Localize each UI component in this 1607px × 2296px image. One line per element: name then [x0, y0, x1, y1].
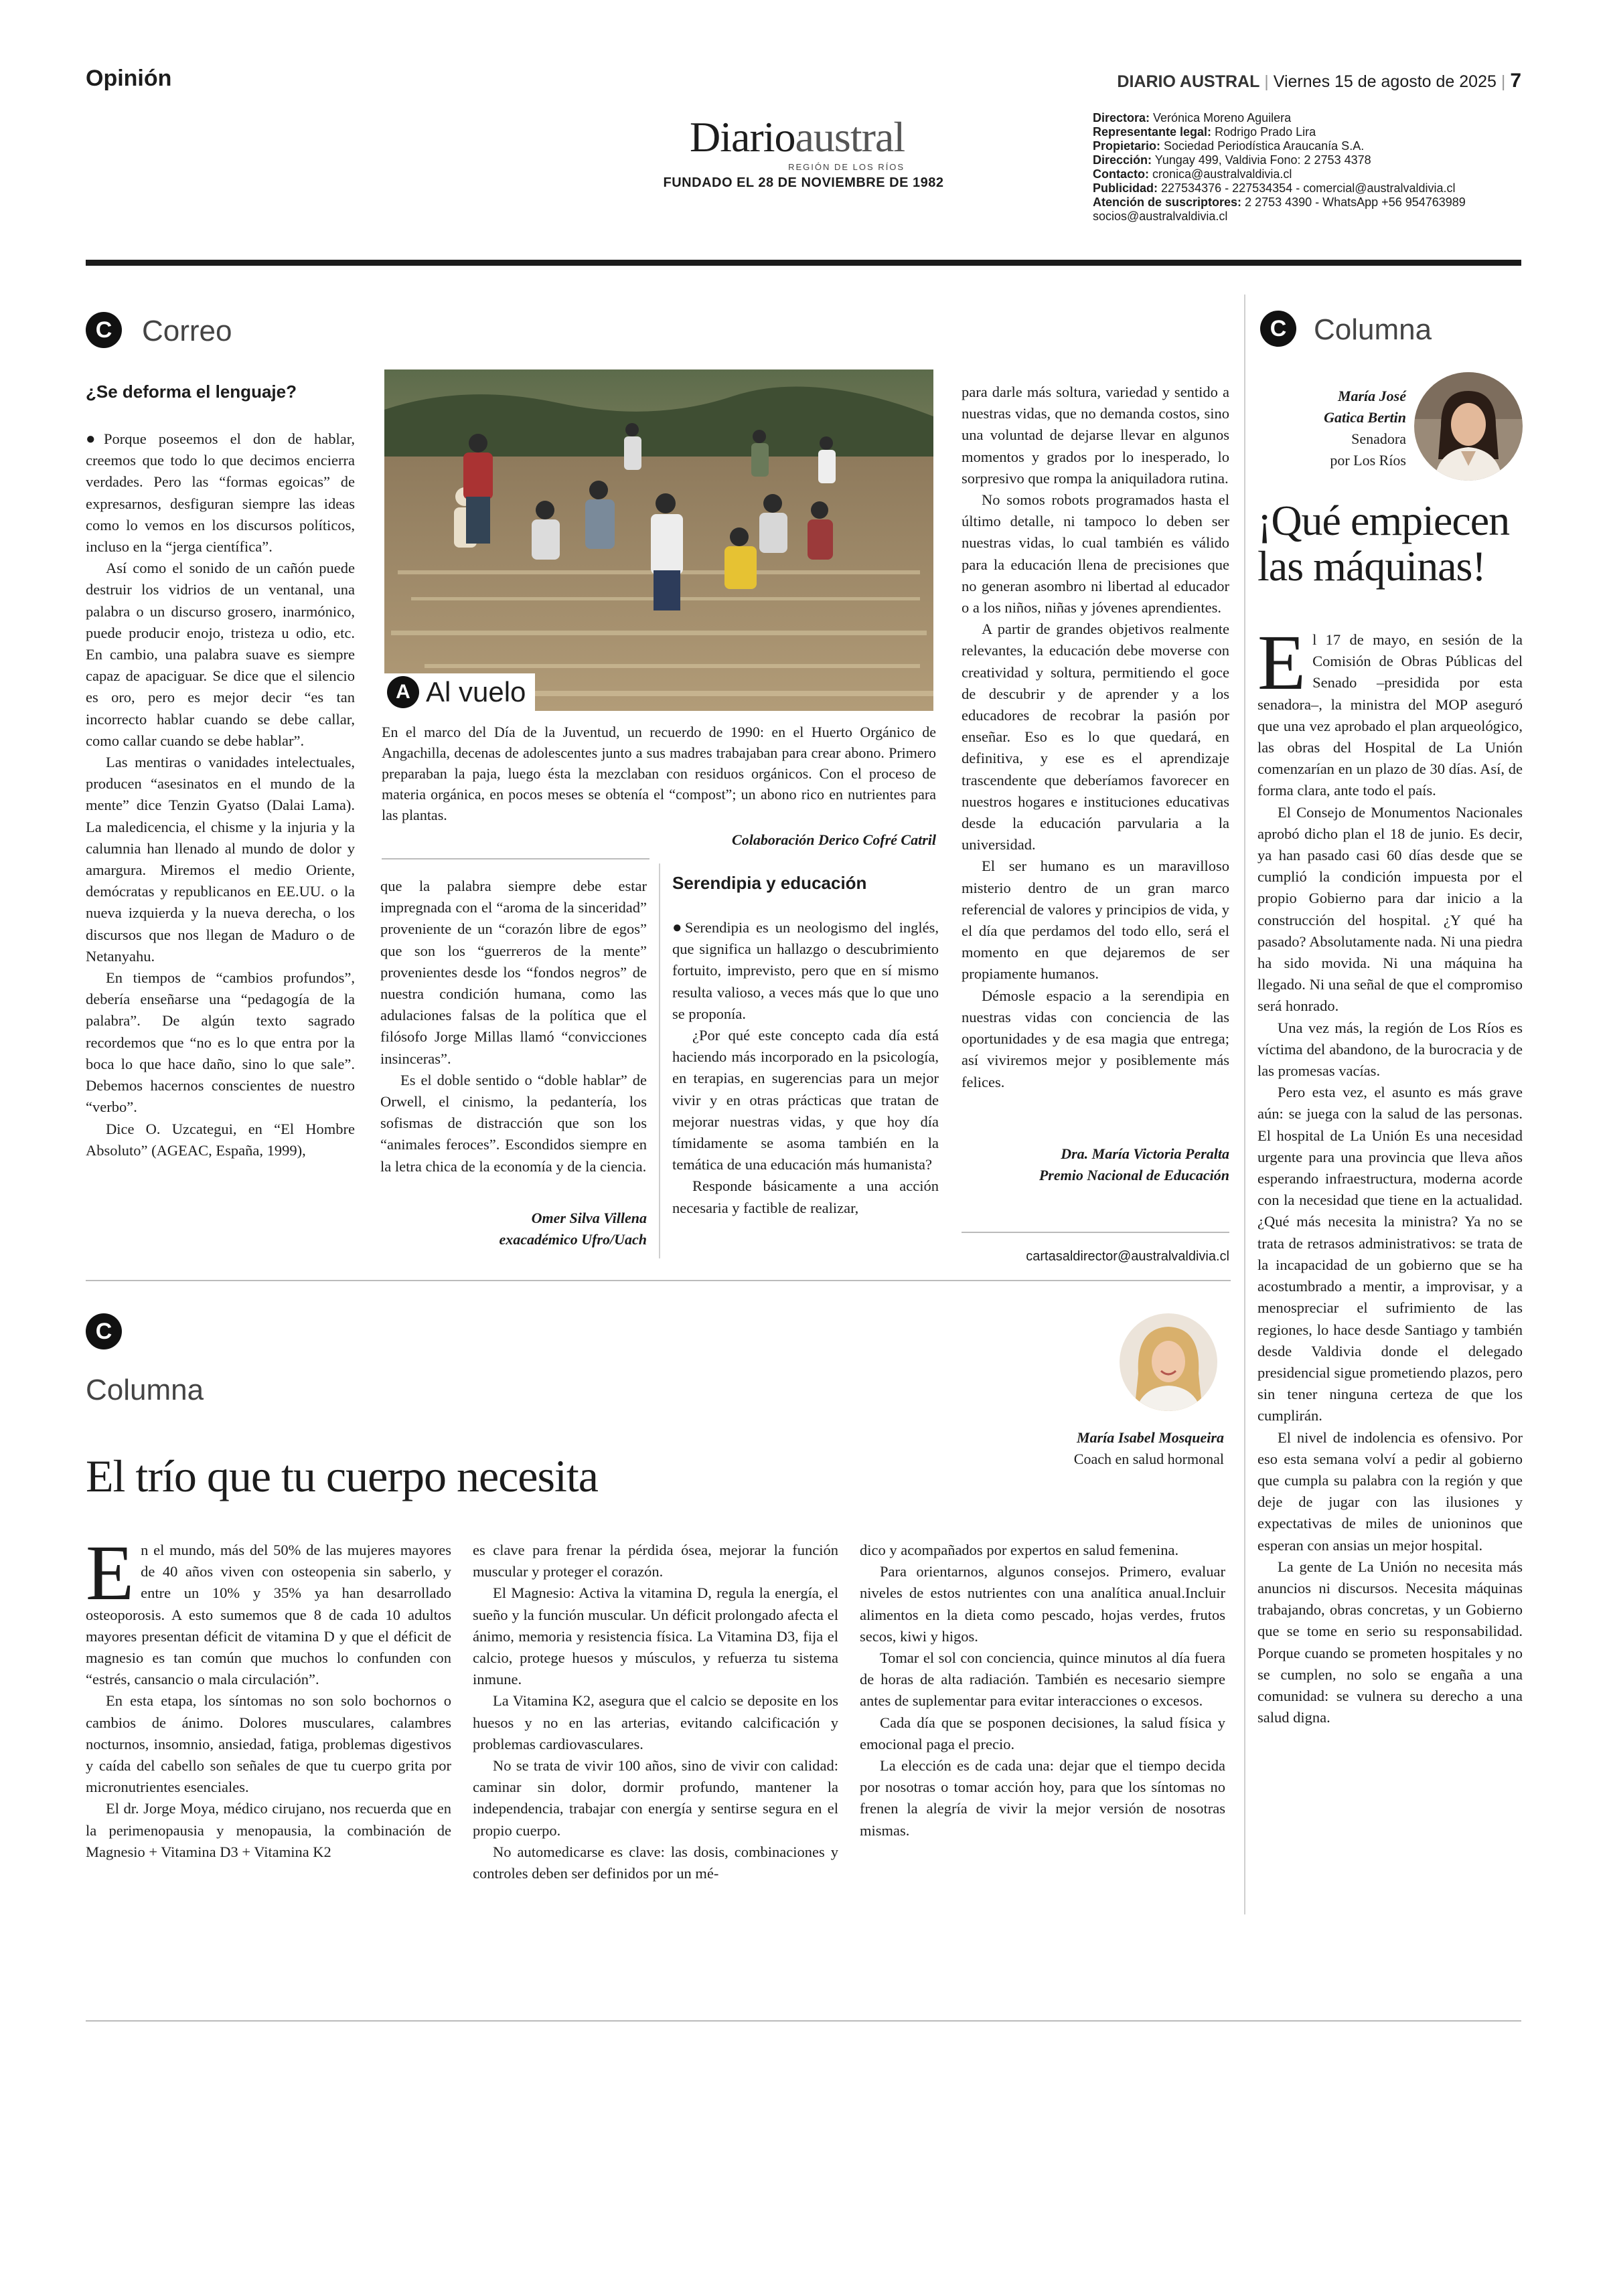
staff-row: [1093, 181, 1521, 195]
letter-title: ¿Se deforma el lenguaje?: [86, 382, 297, 402]
staff-row: [1093, 111, 1521, 125]
letter-column: [962, 382, 1229, 1093]
columna-section-title: Columna: [1314, 313, 1432, 346]
letter-signature: [380, 1208, 647, 1250]
correo-section-title: Correo: [142, 315, 232, 347]
staff-value: Rodrigo Prado Lira: [1211, 125, 1316, 139]
column-paragraph: En esta etapa, los síntomas no son solo bochornos o cambios de ánimo. Dolores musculares, calambres nocturnos, insomnio, ansiedad, fatiga, problemas digestivos y caída del cabello son señales de que tu cuerpo grita por micronutrientes esenciales.: [86, 1692, 451, 1796]
staff-row: [1093, 139, 1521, 153]
column-paragraph: La Vitamina K2, asegura que el calcio se deposite en los huesos y no en las arterias, evitando calcificación y problemas cardiovasculares.: [473, 1692, 838, 1752]
columnist-avatar: [1414, 372, 1523, 481]
letter-paragraph: ¿Por qué este concepto cada día está haciendo más incorporado en la psicología, en terapias, en sugerencias para un mejor vivir y en otras prácticas que tratan de mejorar nuestras vidas, y que hoy día tímidamente se asoma también en la temática de una educación más humanista?: [672, 1027, 939, 1173]
columna-badge: C: [1260, 311, 1296, 347]
staff-label: Atención de suscriptores:: [1093, 195, 1242, 209]
letter-column: [672, 917, 939, 1219]
column-paragraph: Tomar el sol con conciencia, quince minutos al día fuera de horas de alta radiación. También es necesario siempre antes de suplementar para evitar interacciones o excesos.: [860, 1649, 1225, 1710]
columnist-name: María José: [1337, 388, 1406, 404]
page-number: 7: [1510, 70, 1521, 92]
column-headline: El trío que tu cuerpo necesita: [86, 1451, 598, 1501]
staff-value: 2 2753 4390 - WhatsApp +56 954763989: [1241, 195, 1466, 209]
column-paragraph: es clave para frenar la pérdida ósea, mejorar la función muscular y proteger el corazón.: [473, 1542, 838, 1580]
columna-badge: C: [86, 1313, 122, 1349]
section-rule: [86, 1280, 1231, 1281]
letter-paragraph: que la palabra siempre debe estar impregnada con el “aroma de la sinceridad” proveniente de un “corazón libre de egos” que son los “guerreros de la mente” provenientes desde los “fondos negros” de nuestra condición humana, como las adulaciones falsas de la política que el filósofo Jorge Millas llamó “convicciones insinceras”.: [380, 878, 647, 1067]
masthead-logo: [690, 112, 905, 162]
letter-paragraph: No somos robots programados hasta el último detalle, ni tampoco lo deben ser nuestras vidas, lo cual también es válido para la educación llena de precisiones que no generan asombro ni libertad al educador o a los niños, niñas y jóvenes aprendientes.: [962, 491, 1229, 617]
letter-column: [380, 876, 647, 1177]
column-body: [86, 1529, 451, 1863]
staff-label: Dirección:: [1093, 153, 1152, 167]
letter-author-role: exacadémico Ufro/Uach: [499, 1231, 647, 1248]
column-body: [1257, 619, 1523, 1728]
letter-paragraph: Así como el sonido de un cañón puede destruir los vidrios de un ventanal, una palabra o un discurso grosero, inarmónico, puede producir enojo, tristeza u odio, etc. En cambio, una palabra suave es siempre capaz de apaciguar. Se dice que el silencio es oro, pero es mejor decir “es tan incorrecto hablar cuando se debe callar, como callar cuando se debe hablar”.: [86, 560, 355, 749]
column-paragraph: Cada día que se posponen decisiones, la salud física y emocional paga el precio.: [860, 1714, 1225, 1752]
letter-author: Dra. María Victoria Peralta: [1061, 1145, 1229, 1162]
al-vuelo-label: [384, 673, 535, 711]
staff-row: [1093, 210, 1521, 224]
column-body: [473, 1540, 838, 1884]
staff-row: [1093, 167, 1521, 181]
column-paragraph: Para orientarnos, algunos consejos. Primero, evaluar niveles de estos nutrientes con una analítica anual.Incluir alimentos en la dieta como pescado, hojas verdes, frutos secos, kiwi y higos.: [860, 1563, 1225, 1645]
photo-illustration: [384, 370, 933, 711]
columnist-byline: [1259, 386, 1406, 471]
letter-column: [86, 428, 355, 1161]
staff-value: cronica@australvaldivia.cl: [1149, 167, 1292, 181]
columnist-role: Coach en salud hormonal: [1073, 1451, 1224, 1467]
staff-value: Yungay 499, Valdivia Fono: 2 2753 4378: [1152, 153, 1371, 167]
column-paragraph: Pero esta vez, el asunto es más grave aún: se juega con la salud de las personas. El hospital de La Unión Es una necesidad urgente para una provincia que lleva años esperando infraestructura, moderna acorde con la necesidad que tiene en la actualidad. ¿Qué más necesita la ministra? Ya no se trata de retrasos administrativos: se trata de la incapacidad de un gobierno que se ha acostumbrado a mentir, a improvisar, y a menospreciar el sufrimiento de las regiones, lo hace desde Santiago y también desde Valdivia donde el delegado presidencial sigue prometiendo plazos, pero sin tener ninguna certeza de que los cumplirán.: [1257, 1084, 1523, 1424]
dropcap: E: [86, 1529, 135, 1617]
column-headline: ¡Qué empiecen las máquinas!: [1257, 497, 1510, 590]
column-paragraph: El 17 de mayo, en sesión de la Comisión de Obras Públicas del Senado –presidida por esta senadora–, la ministra del MOP aseguró que una vez aprobado el plan arqueológico, las obras del Hospital de La Unión comenzarían en un plazo de 30 días. Así, de forma clara, ante todo el país.: [1257, 619, 1523, 799]
masthead: [690, 112, 905, 172]
caption-rule: [382, 858, 649, 859]
staff-label: Contacto:: [1093, 167, 1149, 181]
photo-caption: En el marco del Día de la Juventud, un recuerdo de 1990: en el Huerto Orgánico de Angachilla, decenas de adolescentes junto a sus madres trabajaban para crear abono. Primero preparaban la paja, luego ésta la mezclaban con residuos orgánicos. Con el proceso de materia orgánica, en pocos meses se obtenía el “compost”; un abono rico en nutrientes para las plantas.: [382, 724, 936, 823]
al-vuelo-badge: A: [387, 676, 419, 708]
letter-paragraph: Responde básicamente a una acción necesaria y factible de realizar,: [672, 1177, 939, 1216]
column-paragraph: El Consejo de Monumentos Nacionales aprobó dicho plan el 18 de junio. Es decir, ya han pasado casi 60 días desde que se cumplió la condición impuesta por el propio Gobierno para dar inicio a la construcción del hospital. ¿Y qué ha pasado? Absolutamente nada. Ni una piedra ha sido movida. Ni una máquina ha llegado. Ni una señal de que el compromiso será honrado.: [1257, 803, 1523, 1015]
columnist-region: por Los Ríos: [1330, 452, 1406, 469]
avatar-portrait: [1120, 1313, 1217, 1411]
column-paragraph: El Magnesio: Activa la vitamina D, regula la energía, el sueño y la función muscular. Un déficit prolongado afecta el ánimo, memoria y resistencia física. La Vitamina D3, fija el calcio, protege huesos y músculos, y refuerza tu sistema inmune.: [473, 1584, 838, 1688]
page-header-info: DIARIO AUSTRAL | Viernes 15 de agosto de 2025 | 7: [1117, 70, 1521, 92]
staff-label: Representante legal:: [1093, 125, 1212, 139]
staff-value: Verónica Moreno Aguilera: [1150, 111, 1292, 125]
paper-name: DIARIO AUSTRAL: [1117, 72, 1260, 91]
correo-badge: C: [86, 312, 122, 348]
letter-paragraph: Es el doble sentido o “doble hablar” de Orwell, el cinismo, la pedantería, los sofismas de distracción que son los “animales feroces”. Escondidos siempre en la letra chica de la economía y de la ciencia.: [380, 1071, 647, 1175]
column-body: [860, 1540, 1225, 1841]
dropcap: E: [1257, 619, 1306, 706]
letter-paragraph: A partir de grandes objetivos realmente relevantes, la educación debe moverse con creatividad y soltura, permitiendo el goce de descubrir y de aprender y a los educadores de recobrar la pasión por enseñar. Eso es lo que quedará, en definitiva, y ese es el aprendizaje trascendente que deberíamos favorecer en nuestros hogares e instituciones educativas desde la educación parvularia a la universidad.: [962, 621, 1229, 853]
column-paragraph: No automedicarse es clave: las dosis, combinaciones y controles deben ser definidos por un mé-: [473, 1843, 838, 1882]
section-label: Opinión: [86, 66, 172, 91]
letter-paragraph: Las mentiras o vanidades intelectuales, producen “asesinatos en el mundo de la mente” dice Tenzin Gyatso (Dalai Lama). La maledicencia, el chisme y la injuria y la calumnia han llenado al mundo de dolor y amargura. Miremos el medio Oriente, demócratas y republicanos en EE.UU. o la nueva izquierda y la nueva derecha, o los discursos que nos llegan de Maduro o de Netanyahu.: [86, 754, 355, 965]
avatar-portrait: [1414, 372, 1523, 481]
column-paragraph: El nivel de indolencia es ofensivo. Por eso esta semana volví a pedir al gobierno que cumpla su palabra con la región y que deje de jugar con las ilusiones y expectativas de miles de unioninos que esperan con ansias un mejor hospital.: [1257, 1428, 1523, 1554]
staff-label: Directora:: [1093, 111, 1150, 125]
column-paragraph: La elección es de cada una: dejar que el tiempo decida por nosotras o tomar acción hoy, para que los síntomas no frenen la alegría de vivir la mejor versión de nosotras mismas.: [860, 1757, 1225, 1839]
staff-box: [1093, 111, 1521, 224]
letter-author-role: Premio Nacional de Educación: [1039, 1167, 1229, 1183]
letters-email[interactable]: cartasaldirector@australvaldivia.cl: [1026, 1249, 1229, 1264]
photo-credit: Colaboración Derico Cofré Catril: [732, 831, 936, 848]
al-vuelo-photo: [384, 370, 933, 711]
staff-row: [1093, 125, 1521, 139]
logo-part-austral: austral: [795, 113, 905, 161]
staff-value: 227534376 - 227534354 - comercial@australvaldivia.cl: [1158, 181, 1456, 195]
staff-row: [1093, 153, 1521, 167]
letter-paragraph: ●Porque poseemos el don de hablar, creemos que todo lo que decimos encierra verdades. Pero las “formas egoicas” de expresarnos, desfiguran siempre las ideas como lo vemos en los discursos políticos, incluso en la “jerga científica”.: [86, 430, 355, 556]
staff-value: socios@australvaldivia.cl: [1093, 210, 1228, 223]
email-rule: [962, 1232, 1229, 1233]
letter-paragraph: Démosle espacio a la serendipia en nuestras vidas con conciencia de las oportunidades y de esa magia que entrega; así viviremos mejor y posiblemente más felices.: [962, 987, 1229, 1090]
staff-label: Propietario:: [1093, 139, 1161, 153]
issue-date: Viernes 15 de agosto de 2025: [1273, 72, 1497, 91]
columnist-byline: [970, 1427, 1224, 1470]
footer-rule: [86, 2020, 1521, 2022]
column-paragraph: El dr. Jorge Moya, médico cirujano, nos recuerda que en la perimenopausia y menopausia, la combinación de Magnesio + Vitamina D3 + Vitamina K2: [86, 1800, 451, 1860]
letter-paragraph: En tiempos de “cambios profundos”, debería enseñarse una “pedagogía de la palabra”. De algún texto sagrado recordemos que “no es lo que entra por la boca lo que hace daño, sino lo que sale”. Debemos hacernos conscientes de nuestro “verbo”.: [86, 969, 355, 1116]
letter-signature: [962, 1143, 1229, 1186]
letter-paragraph: ●Serendipia es un neologismo del inglés, que significa un hallazgo o descubrimiento fortuito, imprevisto, pero que en sí mismo resulta valioso, a veces más que lo que uno se proponía.: [672, 919, 939, 1022]
columnist-name: María Isabel Mosqueira: [1076, 1429, 1224, 1446]
staff-label: Publicidad:: [1093, 181, 1158, 195]
al-vuelo-title: Al vuelo: [426, 676, 526, 708]
staff-value: Sociedad Periodística Araucanía S.A.: [1160, 139, 1365, 153]
logo-part-diario: Diario: [690, 113, 795, 161]
letter-author: Omer Silva Villena: [531, 1210, 647, 1226]
masthead-region: REGIÓN DE LOS RÍOS: [788, 162, 905, 172]
columnist-surname: Gatica Bertin: [1324, 409, 1406, 426]
column-paragraph: En el mundo, más del 50% de las mujeres mayores de 40 años viven con osteopenia sin saberlo, y entre un 10% y 35% ya han desarrollado osteoporosis. A esto sumemos que 8 de cada 10 adultos mayores presentan déficit de vitamina D y que el déficit de magnesio es tan común que muchos lo confunden con “estrés, cansancio o mala circulación”.: [86, 1529, 451, 1688]
columnist-role: Senadora: [1351, 430, 1406, 447]
staff-row: [1093, 195, 1521, 210]
column-paragraph: Una vez más, la región de Los Ríos es víctima del abandono, de la burocracia y de las promesas vacías.: [1257, 1019, 1523, 1080]
letter-title: Serendipia y educación: [672, 873, 867, 893]
letter-paragraph: El ser humano es un maravilloso misterio dentro de un gran marco referencial de valores y principios de vida, y el día que perdamos del todo ello, será el momento en que dejaremos de ser propiamente humanos.: [962, 857, 1229, 983]
column-divider: [659, 864, 660, 1258]
columnist-avatar: [1120, 1313, 1217, 1411]
column-paragraph: dico y acompañados por expertos en salud femenina.: [860, 1542, 1179, 1558]
masthead-founded: FUNDADO EL 28 DE NOVIEMBRE DE 1982: [663, 175, 944, 190]
letter-paragraph: Dice O. Uzcategui, en “El Hombre Absoluto” (AGEAC, España, 1999),: [86, 1120, 355, 1159]
column-paragraph: La gente de La Unión no necesita más anuncios ni discursos. Necesita máquinas trabajando, obras concretas, y un Gobierno que se tome en serio su responsabilidad. Porque cuando se prometen hospitales y no se cumplen, no solo se engaña a una comunidad: se vulnera su derecho a una salud digna.: [1257, 1558, 1523, 1726]
column-paragraph: No se trata de vivir 100 años, sino de vivir con calidad: caminar sin dolor, dormir profundo, mantener la independencia, trabajar con energía y sentirse segura en el propio cuerpo.: [473, 1757, 838, 1839]
columna-section-title: Columna: [86, 1374, 204, 1406]
column-divider: [1244, 295, 1245, 1914]
letter-paragraph: para darle más soltura, variedad y sentido a nuestras vidas, que no demanda costos, sino una voluntad de dejarse llevar en algunos momentos y grados por lo inesperado, lo sorpresivo que rompa la aniquiladora rutina.: [962, 384, 1229, 487]
header-rule: [86, 260, 1521, 266]
